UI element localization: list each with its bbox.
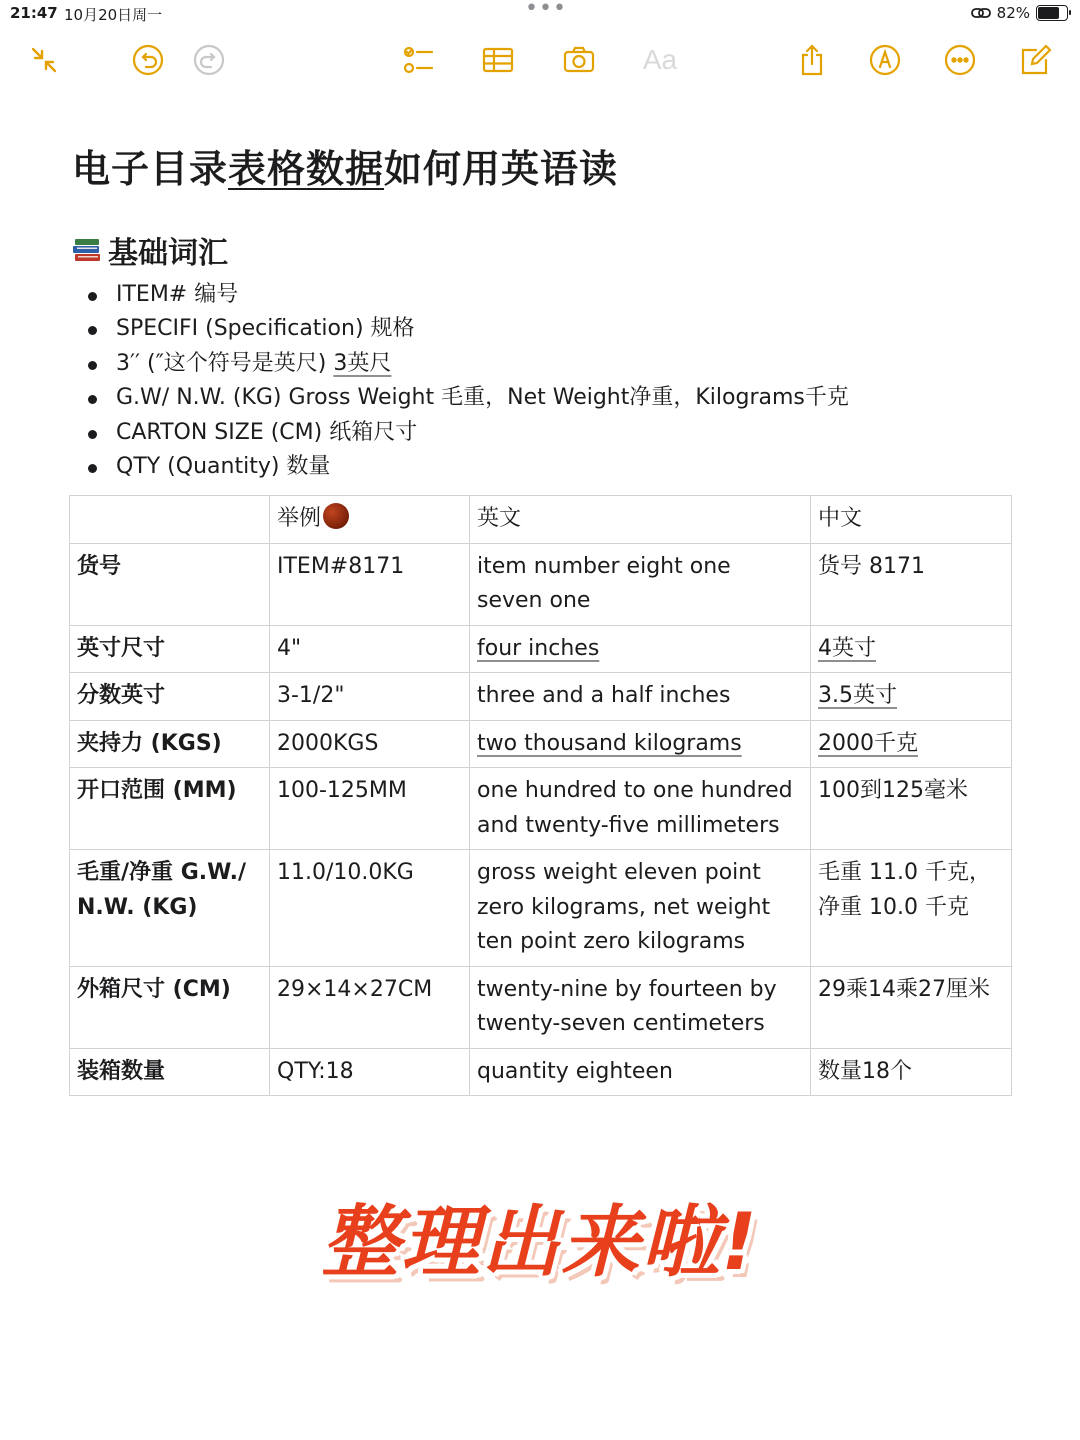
- compose-icon[interactable]: [1016, 40, 1056, 80]
- table-row: [70, 625, 1012, 673]
- example-cell[interactable]: ITEM#8171: [270, 543, 470, 625]
- vocab-list: [88, 278, 849, 484]
- books-icon: [72, 236, 102, 264]
- title-underlined-part: 表格数据: [228, 147, 385, 191]
- list-item[interactable]: G.W/ N.W. (KG) Gross Weight 毛重，Net Weight净重，Kilograms千克: [88, 381, 849, 415]
- chinese-cell[interactable]: 100到125毫米: [811, 768, 1012, 850]
- format-text-icon[interactable]: Aa: [642, 44, 678, 75]
- english-cell[interactable]: gross weight eleven point zero kilograms, net weight ten point zero kilograms: [470, 850, 811, 967]
- english-cell[interactable]: [470, 720, 811, 768]
- title-part: 电子目录: [72, 147, 229, 191]
- more-icon[interactable]: [940, 40, 980, 80]
- battery-percent: 82%: [996, 4, 1030, 22]
- chinese-cell[interactable]: 29乘14乘27厘米: [811, 966, 1012, 1048]
- section-heading-text: 基础词汇: [108, 236, 228, 271]
- list-item[interactable]: SPECIFI (Specification) 规格: [88, 312, 849, 346]
- table-header-row: [70, 496, 1012, 544]
- section-heading[interactable]: [72, 228, 228, 272]
- list-item[interactable]: ITEM# 编号: [88, 278, 849, 312]
- undo-icon[interactable]: [128, 40, 168, 80]
- table-header-cell[interactable]: 中文: [811, 496, 1012, 544]
- english-text: two thousand kilograms: [477, 730, 742, 756]
- status-time: 21:47: [10, 4, 58, 22]
- english-cell[interactable]: twenty-nine by fourteen by twenty-seven centimeters: [470, 966, 811, 1048]
- title-part: 如何用英语读: [384, 147, 619, 191]
- list-item[interactable]: CARTON SIZE (CM) 纸箱尺寸: [88, 416, 849, 450]
- table-row: [70, 1048, 1012, 1096]
- example-cell[interactable]: 3-1/2": [270, 673, 470, 721]
- header-example-label: 举例: [277, 506, 322, 531]
- markup-pen-icon[interactable]: [865, 40, 905, 80]
- share-icon[interactable]: [792, 40, 832, 80]
- example-cell[interactable]: 2000KGS: [270, 720, 470, 768]
- example-cell[interactable]: 11.0/10.0KG: [270, 850, 470, 967]
- chinese-cell[interactable]: [811, 673, 1012, 721]
- table-header-cell[interactable]: [270, 496, 470, 544]
- example-cell[interactable]: 4": [270, 625, 470, 673]
- camera-icon[interactable]: [559, 40, 599, 80]
- table-row: [70, 768, 1012, 850]
- chinese-text: 4英寸: [818, 635, 876, 661]
- row-label-cell[interactable]: 开口范围 (MM): [70, 768, 270, 850]
- row-label-cell[interactable]: 英寸尺寸: [70, 625, 270, 673]
- battery-icon: [1036, 5, 1068, 21]
- english-cell[interactable]: quantity eighteen: [470, 1048, 811, 1096]
- collapse-icon[interactable]: [24, 40, 64, 80]
- status-date: 10月20日周一: [64, 6, 163, 24]
- english-cell[interactable]: [470, 625, 811, 673]
- chinese-cell[interactable]: 数量18个: [811, 1048, 1012, 1096]
- english-cell[interactable]: item number eight one seven one: [470, 543, 811, 625]
- chinese-cell[interactable]: 货号 8171: [811, 543, 1012, 625]
- table-row: [70, 850, 1012, 967]
- row-label-cell[interactable]: 货号: [70, 543, 270, 625]
- chinese-cell[interactable]: 毛重 11.0 千克，净重 10.0 千克: [811, 850, 1012, 967]
- chinese-text: 2000千克: [818, 730, 918, 756]
- status-bar: [0, 0, 1080, 28]
- english-text: four inches: [477, 635, 600, 661]
- chinese-cell[interactable]: [811, 720, 1012, 768]
- row-label-cell[interactable]: 夹持力 (KGS): [70, 720, 270, 768]
- english-cell[interactable]: three and a half inches: [470, 673, 811, 721]
- row-label-cell[interactable]: 外箱尺寸 (CM): [70, 966, 270, 1048]
- sticker-banner: [0, 1180, 1080, 1292]
- example-cell[interactable]: 29×14×27CM: [270, 966, 470, 1048]
- table-row: [70, 543, 1012, 625]
- table-header-cell[interactable]: [70, 496, 270, 544]
- table-row: [70, 720, 1012, 768]
- vocab-table[interactable]: [69, 495, 1012, 1096]
- vocab-text: 3′′ (″这个符号是英尺): [116, 350, 327, 376]
- table-icon[interactable]: [478, 40, 518, 80]
- chinese-cell[interactable]: [811, 625, 1012, 673]
- redo-icon[interactable]: [189, 40, 229, 80]
- list-item[interactable]: QTY (Quantity) 数量: [88, 450, 849, 484]
- link-icon: [971, 6, 991, 20]
- english-cell[interactable]: one hundred to one hundred and twenty-five millimeters: [470, 768, 811, 850]
- table-header-cell[interactable]: 英文: [470, 496, 811, 544]
- example-cell[interactable]: 100-125MM: [270, 768, 470, 850]
- chestnut-emoji-icon: [323, 503, 349, 529]
- vocab-underlined: 3英尺: [333, 350, 392, 376]
- multitasking-dots-icon[interactable]: •••: [525, 0, 567, 21]
- chinese-text: 3.5英寸: [818, 683, 897, 708]
- note-title[interactable]: [72, 138, 618, 193]
- row-label-cell[interactable]: 分数英寸: [70, 673, 270, 721]
- checklist-icon[interactable]: [398, 40, 438, 80]
- row-label-cell[interactable]: 装箱数量: [70, 1048, 270, 1096]
- list-item[interactable]: [88, 347, 849, 381]
- row-label-cell[interactable]: 毛重/净重 G.W./ N.W. (KG): [70, 850, 270, 967]
- table-row: [70, 673, 1012, 721]
- sticker-text: 整理出来啦!: [321, 1198, 759, 1288]
- example-cell[interactable]: QTY:18: [270, 1048, 470, 1096]
- table-row: [70, 966, 1012, 1048]
